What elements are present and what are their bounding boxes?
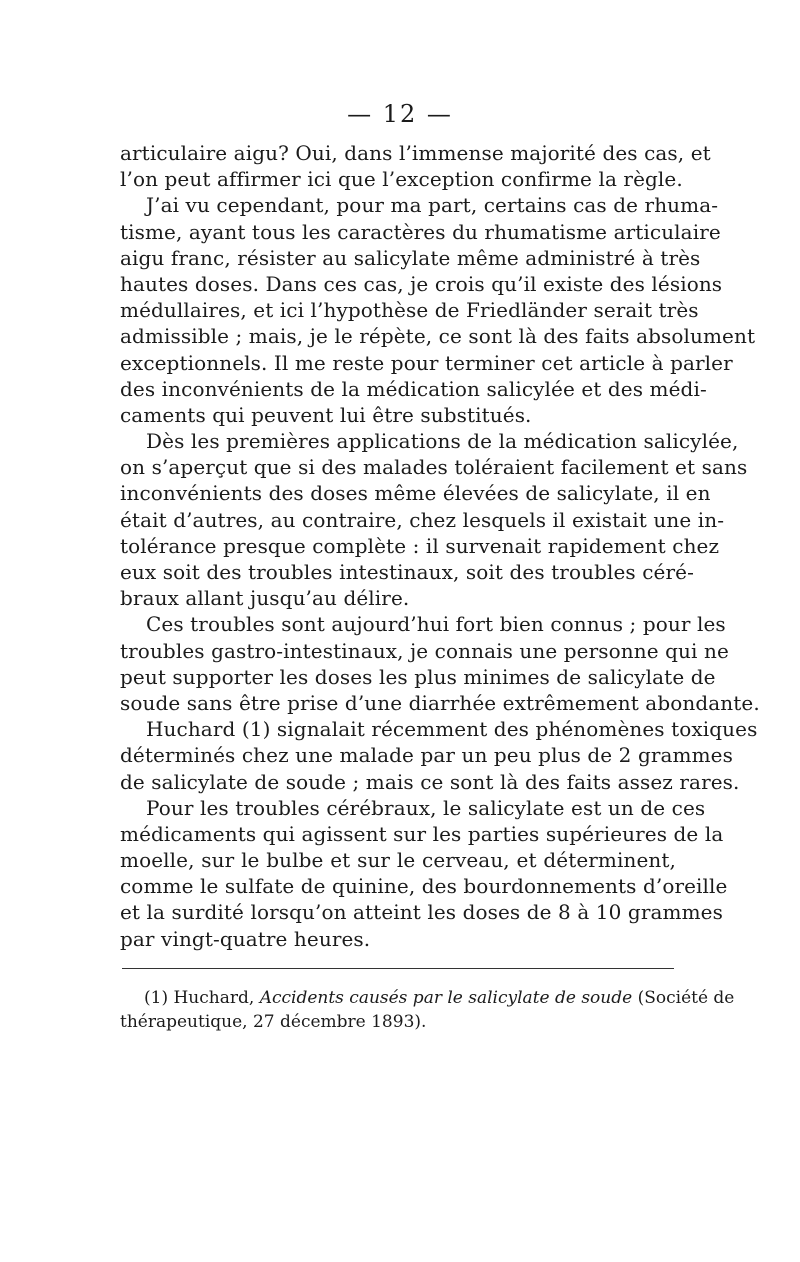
text-line: l’on peut affirmer ici que l’exception confirme la règle. [120, 167, 683, 192]
text-line: déterminés chez une malade par un peu plus de 2 grammes [120, 743, 733, 768]
text-line: soude sans être prise d’une diarrhée extrêmement abondante. [120, 690, 760, 715]
text-line: tisme, ayant tous les caractères du rhumatisme articulaire [120, 219, 721, 244]
text-line: Pour les troubles cérébraux, le salicylate est un de ces [146, 795, 706, 820]
text-line: comme le sulfate de quinine, des bourdonnements d’oreille [120, 874, 728, 899]
text-line: Huchard (1) signalait récemment des phénomènes toxiques [146, 717, 758, 742]
page-number: — 12 — [347, 100, 453, 128]
footnote-divider [122, 968, 674, 969]
text-line: articulaire aigu? Oui, dans l’immense majorité des cas, et [120, 141, 711, 165]
text-line: médullaires, et ici l’hypothèse de Friedländer serait très [120, 298, 699, 323]
footnote-marker: (1) Huchard, [144, 988, 260, 1008]
body-text [120, 140, 760, 952]
text-line: tolérance presque complète : il survenait rapidement chez [120, 533, 720, 558]
text-line: caments qui peuvent lui être substitués. [120, 402, 532, 427]
text-line: et la surdité lorsqu’on atteint les doses de 8 à 10 grammes [120, 900, 723, 925]
text-line: aigu franc, résister au salicylate même administré à très [120, 245, 701, 270]
text-line: inconvénients des doses même élevées de salicylate, il en [120, 481, 711, 506]
text-line: Ces troubles sont aujourd’hui fort bien connus ; pour les [146, 612, 726, 637]
footnote-line [120, 986, 735, 1010]
text-line: était d’autres, au contraire, chez lesquels il existait une in- [120, 507, 725, 532]
text-line: braux allant jusqu’au délire. [120, 586, 410, 611]
text-line: on s’aperçut que si des malades toléraient facilement et sans [120, 455, 748, 480]
text-line: des inconvénients de la médication salicylée et des médi- [120, 376, 707, 401]
footnote [120, 986, 735, 1034]
footnote-source: (Société de [632, 988, 735, 1008]
text-line: troubles gastro-intestinaux, je connais une personne qui ne [120, 638, 729, 663]
text-line: J’ai vu cependant, pour ma part, certains cas de rhuma- [146, 193, 719, 218]
text-line: eux soit des troubles intestinaux, soit des troubles céré- [120, 560, 694, 584]
footnote-line: thérapeutique, 27 décembre 1893). [120, 1012, 427, 1032]
text-line: peut supporter les doses les plus minimes de salicylate de [120, 664, 716, 689]
text-line: médicaments qui agissent sur les parties supérieures de la [120, 821, 724, 846]
text-line: hautes doses. Dans ces cas, je crois qu’il existe des lésions [120, 271, 723, 296]
text-line: moelle, sur le bulbe et sur le cerveau, et déterminent, [120, 848, 676, 873]
text-line: de salicylate de soude ; mais ce sont là des faits assez rares. [120, 769, 740, 794]
text-line: Dès les premières applications de la médication salicylée, [146, 429, 739, 454]
text-line: admissible ; mais, je le répète, ce sont là des faits absolument [120, 324, 756, 349]
text-line: par vingt-quatre heures. [120, 926, 371, 951]
text-line: exceptionnels. Il me reste pour terminer cet article à parler [120, 350, 733, 375]
footnote-title: Accidents causés par le salicylate de soude [259, 988, 633, 1008]
